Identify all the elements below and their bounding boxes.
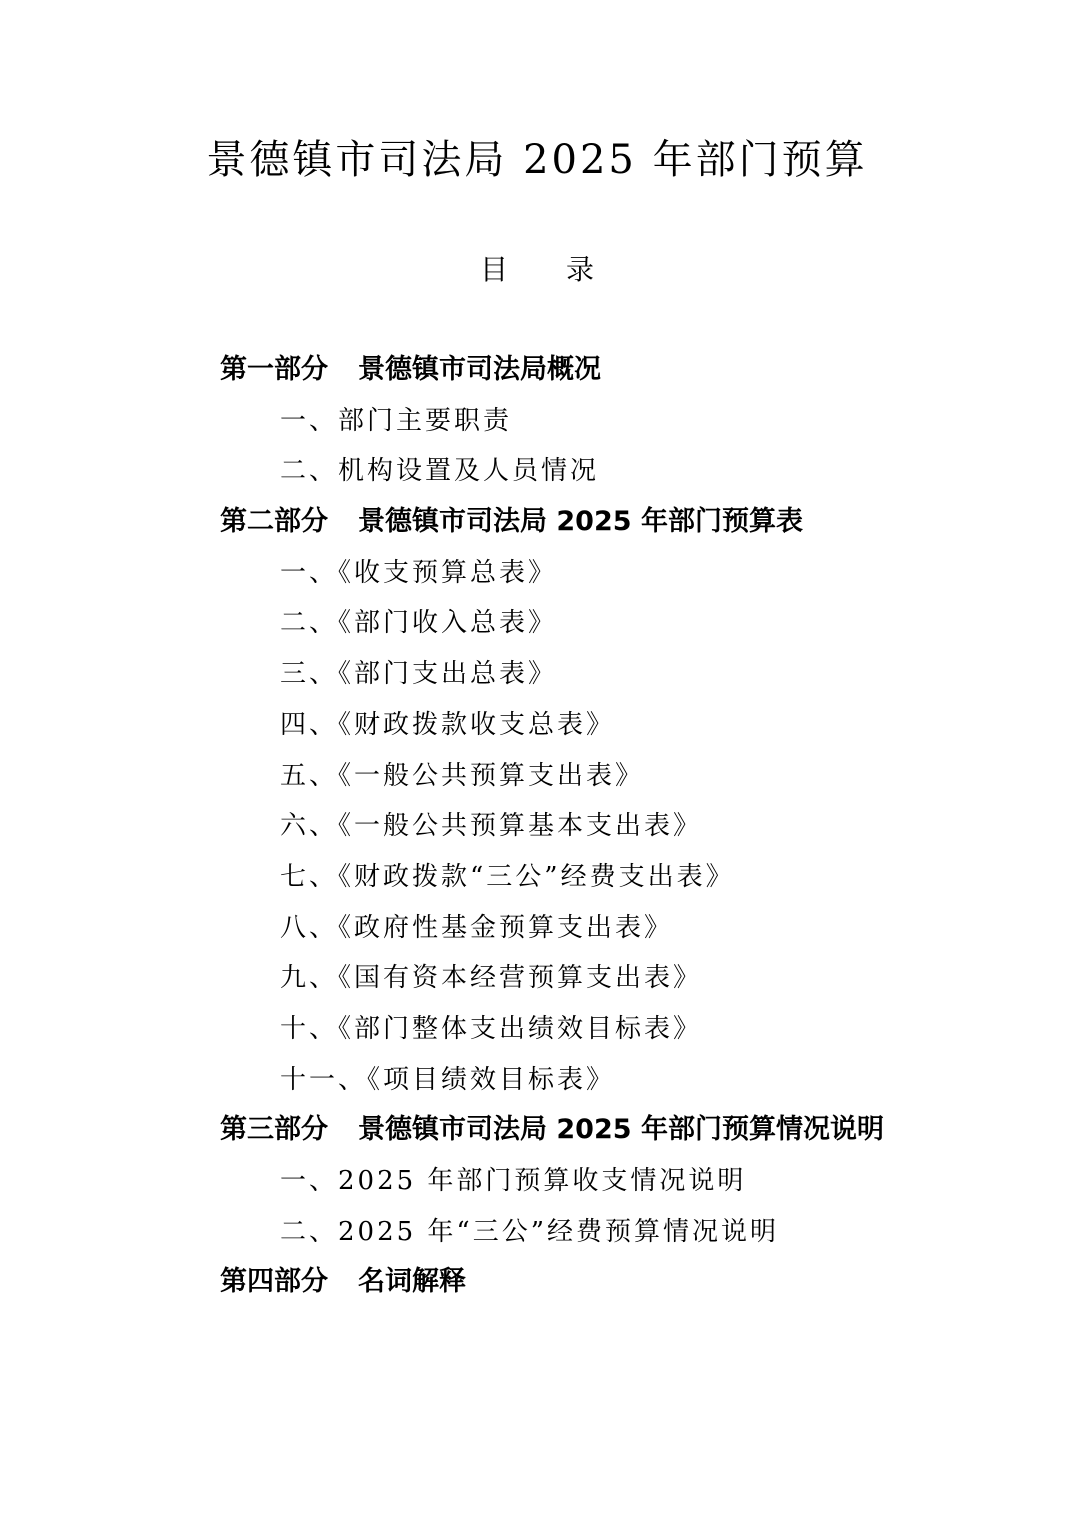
toc-item[interactable]: 十一、《项目绩效目标表》 — [280, 1064, 616, 1095]
toc-part-3[interactable] — [220, 1105, 1060, 1156]
toc-part-number: 第四部分 — [220, 1266, 328, 1298]
toc-item[interactable]: 二、机构设置及人员情况 — [280, 456, 600, 487]
toc-heading-right-char: 录 — [566, 253, 595, 286]
toc-item[interactable]: 二、2025 年“三公”经费预算情况说明 — [280, 1216, 780, 1247]
toc-item[interactable]: 七、《财政拨款“三公”经费支出表》 — [280, 861, 735, 892]
toc-item[interactable]: 一、部门主要职责 — [280, 405, 513, 436]
toc-item[interactable]: 八、《政府性基金预算支出表》 — [280, 912, 674, 943]
toc-item[interactable]: 一、《收支预算总表》 — [280, 557, 558, 588]
toc-part-title: 景德镇市司法局 2025 年部门预算表 — [358, 506, 803, 538]
toc-part-number: 第三部分 — [220, 1114, 328, 1146]
toc-heading-left-char: 目 — [479, 253, 508, 286]
toc-part-title: 景德镇市司法局概况 — [358, 354, 601, 385]
toc-part-4[interactable] — [220, 1257, 1060, 1308]
toc-part-title: 景德镇市司法局 2025 年部门预算情况说明 — [358, 1114, 884, 1146]
toc-item[interactable]: 十、《部门整体支出绩效目标表》 — [280, 1013, 703, 1044]
toc-item[interactable]: 四、《财政拨款收支总表》 — [280, 709, 616, 740]
toc-part-2[interactable] — [220, 497, 1060, 548]
toc-item[interactable]: 六、《一般公共预算基本支出表》 — [280, 811, 703, 842]
toc-item[interactable]: 二、《部门收入总表》 — [280, 608, 558, 639]
toc-part-title: 名词解释 — [358, 1266, 466, 1298]
toc-part-1[interactable] — [220, 345, 1060, 396]
toc-heading — [0, 250, 1074, 290]
toc-item[interactable]: 三、《部门支出总表》 — [280, 659, 558, 690]
toc-item[interactable]: 五、《一般公共预算支出表》 — [280, 760, 645, 791]
toc-item[interactable]: 九、《国有资本经营预算支出表》 — [280, 963, 703, 994]
table-of-contents — [220, 345, 1060, 1308]
toc-part-number: 第二部分 — [220, 506, 328, 538]
toc-item[interactable]: 一、2025 年部门预算收支情况说明 — [280, 1166, 747, 1196]
toc-part-number: 第一部分 — [220, 354, 328, 385]
page-title: 景德镇市司法局 2025 年部门预算 — [206, 137, 868, 183]
